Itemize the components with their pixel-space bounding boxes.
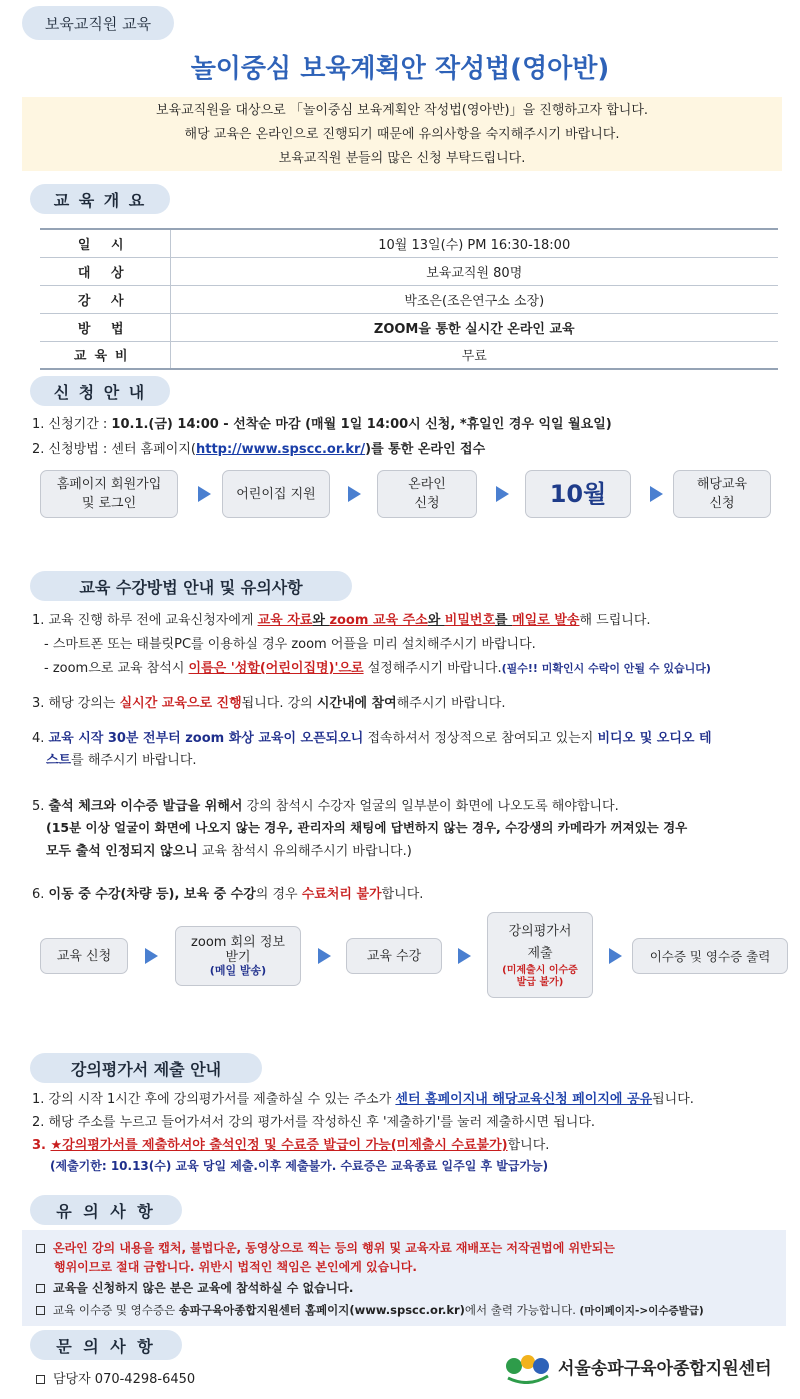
- text: 메일로 발송: [512, 613, 580, 628]
- text: 교육을 신청하지 않은 분은 교육에 참석하실 수 없습니다.: [53, 1281, 354, 1295]
- table-row: [40, 229, 778, 257]
- step-text: 교육 신청: [56, 948, 112, 964]
- row-key: 일 시: [40, 229, 170, 257]
- notice-bullet-2: [36, 1279, 353, 1296]
- howto-item-1: [32, 609, 651, 628]
- org-name: 서울송파구육아종합지원센터: [558, 1358, 772, 1379]
- table-row: [40, 257, 778, 285]
- intro-line-1: 보육교직원을 대상으로 「놀이중심 보육계획안 작성법(영아반)」을 진행하고자 합니다.: [155, 103, 649, 118]
- contact-line: [36, 1368, 195, 1387]
- text: 6.: [32, 887, 49, 902]
- table-row: [40, 313, 778, 341]
- text: 의 경우: [255, 887, 302, 902]
- text: 모두 출석 인정되지 않으니: [46, 844, 198, 859]
- step-text: 해당교육: [696, 477, 748, 492]
- checkbox-square-icon: [36, 1284, 45, 1293]
- apply-method-pre: 2. 신청방법 : 센터 홈페이지(: [32, 442, 196, 457]
- text: 강의 참석시 수강자 얼굴의 일부분이 화면에 나오도록 해야합니다.: [242, 799, 619, 814]
- row-value: ZOOM을 통한 실시간 온라인 교육: [170, 313, 778, 341]
- evaluation-item-2: 2. 해당 주소를 누르고 들어가셔서 강의 평가서를 작성하신 후 '제출하기'를 눌러 제출하시면 됩니다.: [32, 1115, 596, 1130]
- arrow-icon: [198, 486, 211, 502]
- intro-line-3: 보육교직원 분들의 많은 신청 부탁드립니다.: [278, 151, 526, 166]
- intro-box: [22, 97, 782, 171]
- howto-heading: 교육 수강방법 안내 및 유의사항: [30, 571, 352, 601]
- text: 5.: [32, 799, 49, 814]
- text: 출석 체크와 이수증 발급을 위해서: [48, 799, 243, 814]
- row-value: 10월 13일(수) PM 16:30-18:00: [170, 229, 778, 257]
- row-key: 교육비: [40, 341, 170, 369]
- step-text: 교육 수강: [366, 948, 422, 964]
- contact-heading: 문 의 사 항: [30, 1330, 182, 1360]
- howto-item-3: [32, 692, 505, 711]
- text: 교육 시작 30분 전부터 zoom 화상 교육이 오픈되오니: [48, 731, 364, 746]
- text: 됩니다.: [652, 1092, 694, 1107]
- apply-step-3: [377, 470, 477, 518]
- text: 교육 참석시 유의해주시기 바랍니다.): [197, 844, 412, 859]
- overview-table: [40, 228, 778, 370]
- category-badge: 보육교직원 교육: [22, 6, 174, 40]
- step-note: (메일 발송): [209, 964, 267, 977]
- step-text: zoom 회의 정보: [191, 935, 285, 950]
- howto-item-6: [32, 883, 423, 902]
- evaluation-item-3-note: (제출기한: 10.13(수) 교육 당일 제출.이후 제출불가. 수료증은 교육종료 일주일 후 발급가능): [50, 1159, 549, 1173]
- row-key: 강 사: [40, 285, 170, 313]
- apply-heading: 신 청 안 내: [30, 376, 170, 406]
- month-label: 10월: [549, 479, 607, 508]
- howto-item-5-note-2: [46, 840, 412, 859]
- apply-method: [32, 438, 485, 457]
- row-value: 보육교직원 80명: [170, 257, 778, 285]
- org-logo: [504, 1346, 788, 1386]
- text: 온라인 강의 내용을 캡처, 불법다운, 동영상으로 찍는 등의 행위 및 교육자료 재배포는 저작권법에 위반되는: [53, 1241, 615, 1255]
- arrow-icon: [650, 486, 663, 502]
- step-text: 신청: [414, 496, 440, 511]
- text: 시간내에 참여: [316, 696, 397, 711]
- step-text: 홈페이지 회원가입: [56, 477, 162, 492]
- arrow-icon: [318, 948, 331, 964]
- text: ★강의평가서를 제출하셔야 출석인정 및 수료증 발급이 가능(미제출시 수료불가): [50, 1138, 508, 1153]
- arrow-icon: [145, 948, 158, 964]
- arrow-icon: [496, 486, 509, 502]
- table-row: [40, 341, 778, 369]
- evaluation-heading: 강의평가서 제출 안내: [30, 1053, 262, 1083]
- text: 송파구육아종합지원센터 홈페이지(www.spscc.or.kr): [178, 1303, 465, 1317]
- text: 담당자 070-4298-6450: [53, 1372, 196, 1387]
- notice-heading: 유 의 사 항: [30, 1195, 182, 1225]
- text: (필수!! 미확인시 수락이 안될 수 있습니다): [501, 662, 711, 675]
- evaluation-item-1: [32, 1088, 694, 1107]
- text: 교육 이수증 및 영수증은: [53, 1303, 179, 1317]
- text: 3.: [32, 1138, 51, 1153]
- row-key: 대 상: [40, 257, 170, 285]
- text: 이름은 '성함(어린이집명)'으로: [188, 661, 364, 676]
- apply-step-1: [40, 470, 178, 518]
- notice-bullet-3: [36, 1302, 704, 1318]
- text: 와: [427, 613, 445, 628]
- apply-method-post: )를 통한 온라인 접수: [365, 442, 486, 457]
- text: 설정해주시기 바랍니다.: [363, 661, 502, 676]
- howto-item-4: [32, 727, 712, 746]
- text: 3. 해당 강의는: [32, 696, 120, 711]
- homepage-link[interactable]: http://www.spscc.or.kr/: [195, 442, 366, 457]
- overview-heading: 교 육 개 요: [30, 184, 170, 214]
- howto-item-1-sub-2: [44, 657, 711, 676]
- flow-step-1: [40, 938, 128, 974]
- howto-item-1-sub-1: - 스마트폰 또는 태블릿PC를 이용하실 경우 zoom 어플을 미리 설치해주시기 바랍니다.: [44, 637, 536, 652]
- step-text: 신청: [709, 496, 735, 511]
- text: 실시간 교육으로 진행: [119, 696, 242, 711]
- row-key: 방 법: [40, 313, 170, 341]
- text: 센터 홈페이지내 해당교육신청 페이지에 공유: [395, 1092, 653, 1107]
- arrow-icon: [458, 948, 471, 964]
- text: 를 해주시기 바랍니다.: [71, 753, 197, 768]
- evaluation-item-3: [32, 1134, 549, 1153]
- row-value: 박조은(조은연구소 소장): [170, 285, 778, 313]
- apply-period-value: 10.1.(금) 14:00 - 선착순 마감 (매월 1일 14:00시 신청, *휴일인 경우 익일 월요일): [111, 417, 612, 432]
- flow-step-4: [487, 912, 593, 998]
- text: 됩니다. 강의: [241, 696, 317, 711]
- text: zoom 교육 주소: [329, 613, 428, 628]
- checkbox-square-icon: [36, 1306, 45, 1315]
- apply-step-2: [222, 470, 330, 518]
- step-text: 이수증 및 영수증 출력: [649, 948, 771, 964]
- step-text: 받기: [225, 950, 251, 965]
- text: 에서 출력 가능합니다.: [464, 1303, 580, 1317]
- step-text: 및 로그인: [81, 496, 137, 511]
- flow-step-3: [346, 938, 442, 974]
- checkbox-square-icon: [36, 1244, 45, 1253]
- apply-period: [32, 413, 612, 432]
- text: - zoom으로 교육 참석시: [44, 661, 189, 676]
- row-value: 무료: [170, 341, 778, 369]
- text: 4.: [32, 731, 49, 746]
- howto-item-5: [32, 795, 619, 814]
- text: 1. 강의 시작 1시간 후에 강의평가서를 제출하실 수 있는 주소가: [32, 1092, 396, 1107]
- step-note: (미제출시 이수증 발급 불가): [502, 965, 578, 988]
- arrow-icon: [609, 948, 622, 964]
- step-text: 어린이집 지원: [236, 486, 316, 502]
- table-row: [40, 285, 778, 313]
- step-text: 온라인: [408, 477, 446, 492]
- text: 합니다.: [381, 887, 424, 902]
- checkbox-square-icon: [36, 1375, 45, 1384]
- arrow-icon: [348, 486, 361, 502]
- page-title: 놀이중심 보육계획안 작성법(영아반): [190, 54, 610, 84]
- text: 비밀번호: [444, 613, 496, 628]
- apply-period-label: 1. 신청기간 :: [32, 417, 112, 432]
- text: 합니다.: [507, 1138, 550, 1153]
- text: 스트: [46, 753, 72, 768]
- org-logo-icon: [504, 1348, 552, 1384]
- text: 접속하셔서 정상적으로 참여되고 있는지: [363, 731, 598, 746]
- step-text: 강의평가서: [508, 924, 572, 939]
- flow-step-2: [175, 926, 301, 986]
- howto-item-4-cont: [46, 749, 197, 768]
- text: 1. 교육 진행 하루 전에 교육신청자에게: [32, 613, 258, 628]
- text: 교육 자료: [257, 613, 313, 628]
- apply-step-4: [525, 470, 631, 518]
- text: 해주시기 바랍니다.: [396, 696, 506, 711]
- flow-step-5: [632, 938, 788, 974]
- notice-bullet-1: [36, 1239, 615, 1256]
- apply-step-5: [673, 470, 771, 518]
- intro-line-2: 해당 교육은 온라인으로 진행되기 때문에 유의사항을 숙지해주시기 바랍니다.: [184, 127, 620, 142]
- text: 비디오 및 오디오 테: [597, 731, 712, 746]
- text: 와: [312, 613, 330, 628]
- text: 를: [495, 613, 513, 628]
- text: 이동 중 수강(차량 등), 보육 중 수강: [48, 887, 256, 902]
- notice-bullet-1-cont: 행위이므로 절대 금합니다. 위반시 법적인 책임은 본인에게 있습니다.: [54, 1260, 417, 1274]
- text: 수료처리 불가: [301, 887, 382, 902]
- howto-item-5-note: (15분 이상 얼굴이 화면에 나오지 않는 경우, 관리자의 채팅에 답변하지 않는 경우, 수강생의 카메라가 꺼져있는 경우: [46, 820, 688, 835]
- text: (마이페이지->이수증발급): [579, 1305, 704, 1317]
- step-text: 제출: [527, 946, 553, 961]
- text: 해 드립니다.: [579, 613, 651, 628]
